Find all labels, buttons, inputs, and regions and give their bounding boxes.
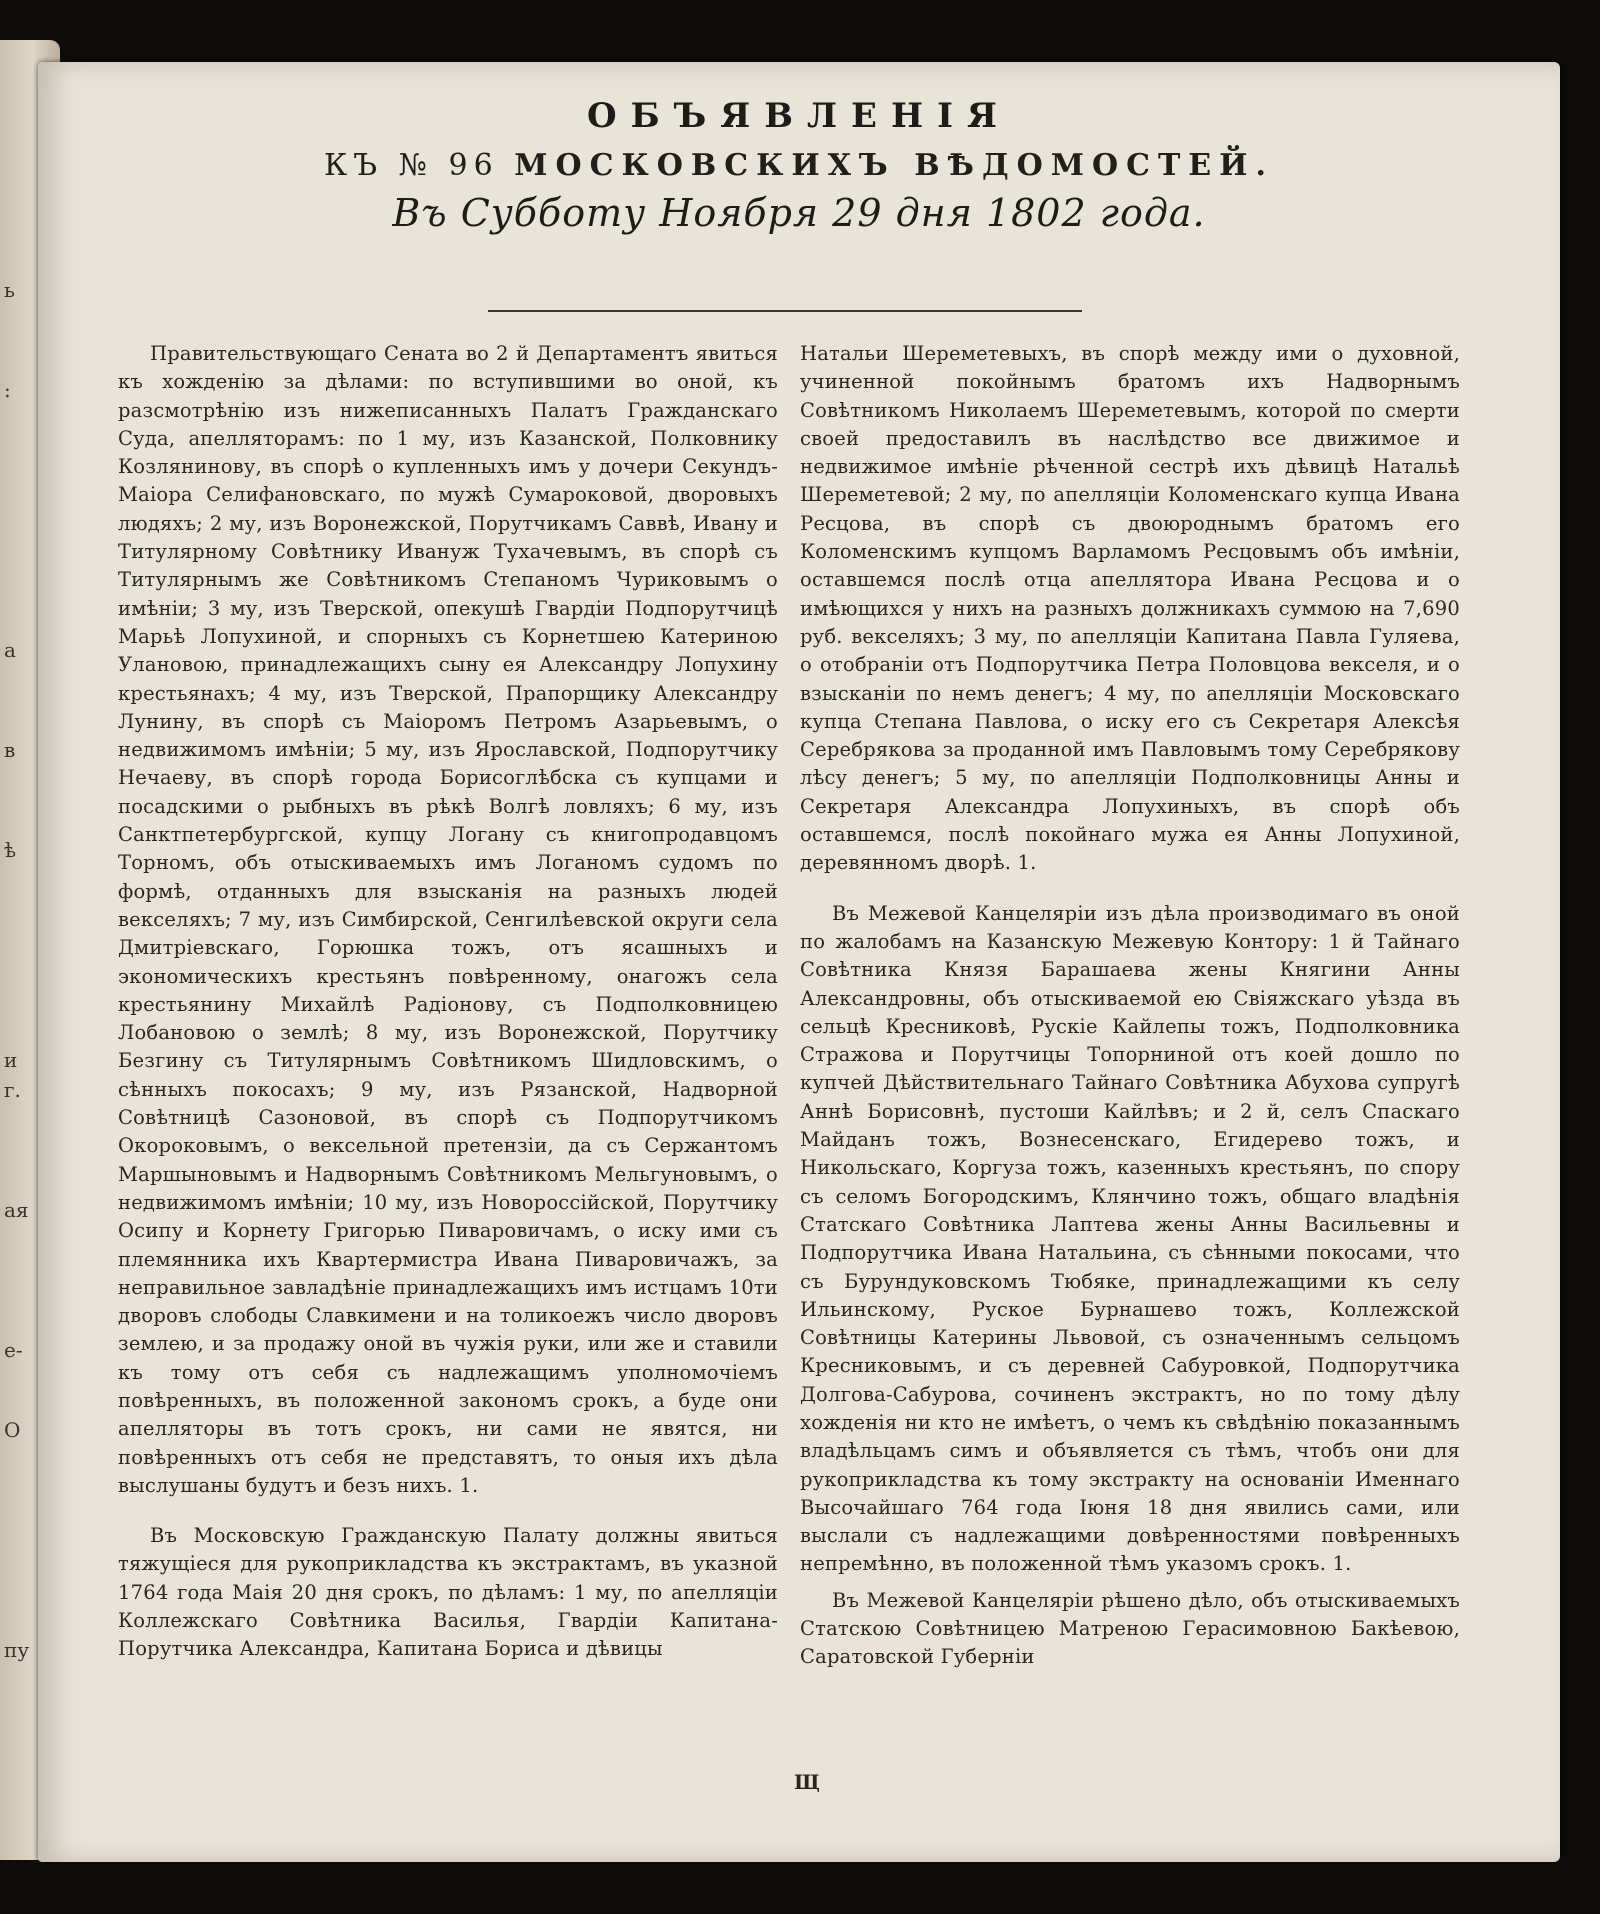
page-subtitle <box>38 148 1560 183</box>
header-divider <box>488 310 1082 312</box>
facing-page-edge: ь : а в ѣ и г. ая е- О пу <box>0 40 60 1860</box>
issue-number: КЪ № 96 <box>324 148 499 183</box>
newspaper-page <box>38 62 1560 1862</box>
announcement-paragraph: Натальи Шереметевыхъ, въ спорѣ между ими о духовной, учиненной покойнымъ братомъ ихъ Надворнымъ Совѣтникомъ Николаемъ Шереметевымъ, которой по смерти своей предоставилъ въ наслѣдство все движимое и недвижимое имѣніе рѣченной сестрѣ ихъ дѣвицѣ Натальѣ Шереметевой; 2 му, по апелляціи Коломенскаго купца Ивана Ресцова, въ спорѣ съ двоюроднымъ братомъ его Коломенскимъ купцомъ Варламомъ Ресцовымъ объ имѣніи, оставшемся послѣ отца апеллятора Ивана Ресцова и о имѣющихся у нихъ на разныхъ должникахъ суммою на 7,690 руб. векселяхъ; 3 му, по апелляціи Капитана Павла Гуляева, о отобраніи отъ Подпорутчика Петра Половцова векселя, и о взысканіи по немъ денегъ; 4 му, по апелляціи Московскаго купца Степана Павлова, о иску его съ Секретаря Алексѣя Серебрякова за проданной имъ Павловымъ тому Серебрякову лѣсу денегъ; 5 му, по апелляціи Подполковницы Анны и Секретаря Александра Лопухиныхъ, въ спорѣ объ оставшемся, послѣ покойнаго мужа ея Анны Лопухиной, деревянномъ дворѣ. 1. <box>800 342 1460 875</box>
left-column <box>118 340 778 1664</box>
page-title: ОБЪЯВЛЕНІЯ <box>587 96 1011 136</box>
publication-name: МОСКОВСКИХЪ ВѢДОМОСТЕЙ. <box>514 148 1274 183</box>
right-column <box>800 340 1460 1672</box>
announcement-paragraph: Въ Межевой Канцеляріи рѣшено дѣло, объ отыскиваемыхъ Статскою Совѣтницею Матреною Герасимовною Бакѣевою, Саратовской Губерніи <box>800 1588 1460 1669</box>
announcement-paragraph: Правительствующаго Сената во 2 й Департаментъ явиться къ хожденію за дѣлами: по вступившими во оной, къ разсмотрѣнію изъ нижеписанныхъ Палатъ Гражданскаго Суда, апелляторамъ: по 1 му, изъ Казанской, Полковнику Козлянинову, въ спорѣ о купленныхъ имъ у дочери Секундъ-Маіора Селифановскаго, по мужѣ Сумароковой, дворовыхъ людяхъ; 2 му, изъ Воронежской, Порутчикамъ Саввѣ, Ивану и Титулярному Совѣтнику Ивануж Тухачевымъ, въ спорѣ съ Титулярнымъ же Совѣтникомъ Степаномъ Чуриковымъ о имѣніи; 3 му, изъ Тверской, опекушѣ Гвардіи Подпорутчицѣ Марьѣ Лопухиной, и спорныхъ съ Корнетшею Катериною Улановою, принадлежащихъ сыну ея Александру Лопухину крестьянахъ; 4 му, изъ Тверской, Прапорщику Александру Лунину, въ спорѣ съ Маіоромъ Петромъ Азарьевымъ, о недвижимомъ имѣніи; 5 му, изъ Ярославской, Подпорутчику Нечаеву, въ спорѣ города Борисоглѣбска съ купцами и посадскими о рыбныхъ въ рѣкѣ Волгѣ ловляхъ; 6 му, изъ Санктпетербургской, купцу Логану съ книгопродавцомъ Торномъ, объ отыскиваемыхъ имъ Логаномъ судомъ по формѣ, отданныхъ для взысканія на разныхъ людей векселяхъ; 7 му, изъ Симбирской, Сенгилѣевской округи села Дмитріевскаго, Горюшка тожъ, отъ ясашныхъ и экономическихъ крестьянъ повѣренному, онагожъ села крестьянину Михайлѣ Радіонову, съ Подполковницею Лобановою о землѣ; 8 му, изъ Воронежской, Порутчику Безгину съ Титулярнымъ Совѣтникомъ Шидловскимъ, о сѣнныхъ покосахъ; 9 му, изъ Рязанской, Надворной Совѣтницѣ Сазоновой, въ спорѣ съ Подпорутчикомъ Окороковымъ, о вексельной претензіи, да съ Сержантомъ Маршыновымъ и Надворнымъ Совѣтникомъ Мельгуновымъ, о недвижимомъ имѣніи; 10 му, изъ Новороссійской, Порутчику Осипу и Корнету Григорью Пиваровичамъ, о иску ими съ племянника ихъ Квартермистра Ивана Пиваровичажъ, за неправильное завладѣніе принадлежащихъ имъ истцамъ 10ти дворовъ слободы Славкимени и на толикоежъ число дворовъ землею, и за продажу оной въ чужія руки, или же и ставили къ тому отъ себя съ надлежащимъ уполномочіемъ повѣренныхъ, въ положенной закономъ срокъ, а буде они апелляторы въ тотъ срокъ, ни сами не явятся, ни повѣренныхъ отъ себя не представятъ, то оныя ихъ дѣла выслушаны будутъ и безъ нихъ. 1. <box>118 342 778 1497</box>
page-number: Щ <box>794 1770 820 1794</box>
announcement-paragraph: Въ Межевой Канцеляріи изъ дѣла производимаго въ оной по жалобамъ на Казанскую Межевую Контору: 1 й Тайнаго Совѣтника Князя Барашаева жены Княгини Анны Александровны, объ отыскиваемой ею Свіяжскаго уѣзда въ сельцѣ Кресниковѣ, Рускіе Кайлепы тожъ, Подполковника Стражова и Порутчицы Топорниной отъ коей дошло по купчей Дѣйствительнаго Тайнаго Совѣтника Абухова супругѣ Аннѣ Борисовнѣ, пустоши Кайлѣвъ; и 2 й, селъ Спаскаго Майданъ тожъ, Вознесенскаго, Егидерево тожъ, и Никольскаго, Коргуза тожъ, казенныхъ крестьянъ, по спору съ селомъ Богородскимъ, Клянчино тожъ, общаго владѣнія Статскаго Совѣтника Лаптева жены Анны Васильевны и Подпорутчика Ивана Натальина, съ сѣнными покосами, что съ Бурундуковскомъ Тюбяке, принадлежащими къ селу Ильинскому, Руское Бурнашево тожъ, Коллежской Совѣтницы Катерины Львовой, съ означеннымъ сельцомъ Кресниковымъ, и съ деревней Сабуровкой, Подпорутчика Долгова-Сабурова, сочиненъ экстрактъ, но по тому дѣлу хожденія ни кто не имѣетъ, о чемъ къ свѣдѣнію показаннымъ владѣльцамъ симъ и объявляется съ тѣмъ, чтобъ они для рукоприкладства къ тому экстракту на основаніи Именнаго Высочайшаго 764 года Іюня 18 дня явились сами, или выслали съ надлежащими довѣренностями повѣренныхъ непремѣнно, въ положенной тѣмъ указомъ срокъ. 1. <box>800 901 1460 1576</box>
page-header <box>38 96 1560 235</box>
dateline: Въ Субботу Ноября 29 дня 1802 года. <box>392 191 1206 235</box>
announcement-paragraph: Въ Московскую Гражданскую Палату должны явиться тяжущіеся для рукоприкладства къ экстрактамъ, въ указной 1764 года Маія 20 дня срокъ, по дѣламъ: 1 му, по апелляціи Коллежскаго Совѣтника Василья, Гвардіи Капитана-Порутчика Александра, Капитана Бориса и дѣвицы <box>118 1524 778 1661</box>
